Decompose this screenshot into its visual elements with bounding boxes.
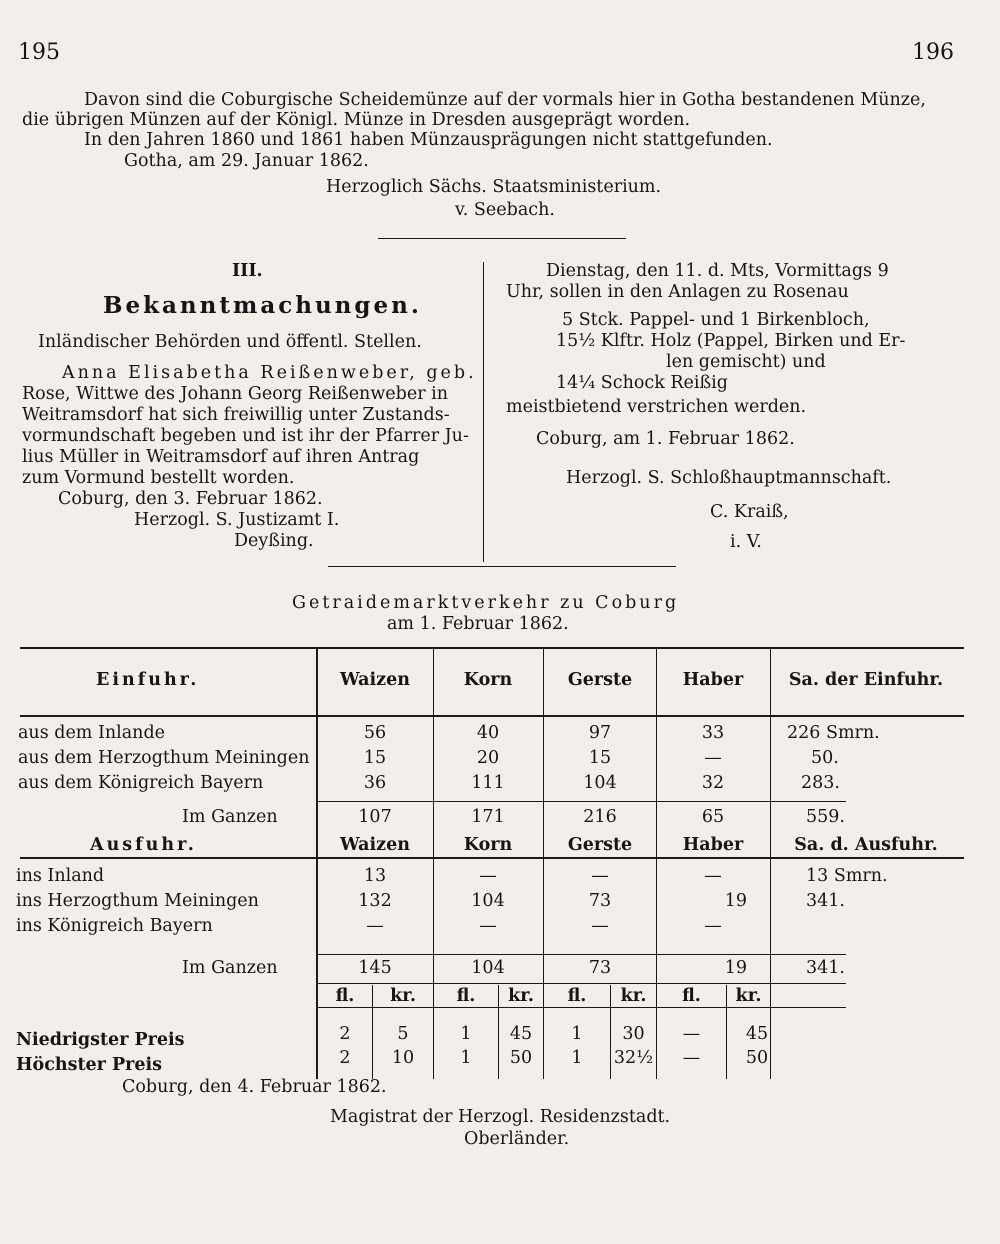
export-total-sum: 341.: [806, 958, 845, 978]
price-row-2-c5: 1: [571, 1048, 583, 1068]
top-line-3: In den Jahren 1860 und 1861 haben Münzausprägungen nicht stattgefunden.: [84, 130, 773, 150]
import-row-3-korn: 111: [471, 773, 505, 793]
page-number-right: 196: [912, 40, 954, 65]
auction-signature-2: C. Kraiß,: [710, 502, 789, 522]
divider-middle: [328, 566, 676, 567]
export-header-korn: Korn: [463, 835, 513, 855]
price-row-1-c7: —: [682, 1024, 701, 1044]
export-row-1-label: ins Inland: [16, 866, 105, 886]
import-header-haber: Haber: [682, 670, 744, 690]
auction-line-5: len gemischt) und: [666, 352, 826, 372]
table-rule-header: [20, 715, 964, 717]
table-rule-subtotal-2: [316, 954, 846, 955]
notice-line-6: zum Vormund bestellt worden.: [22, 468, 295, 488]
import-row-2-korn: 20: [476, 748, 500, 768]
auction-line-2: Uhr, sollen in den Anlagen zu Rosenau: [506, 282, 849, 302]
price-unit-6: kr.: [620, 986, 647, 1006]
export-row-3-gerste: —: [591, 916, 609, 936]
price-unit-2: kr.: [390, 986, 416, 1006]
import-row-1-waizen: 56: [363, 723, 387, 743]
column-divider: [483, 262, 484, 562]
notice-signature-1: Herzogl. S. Justizamt I.: [134, 510, 340, 530]
auction-line-4: 15½ Klftr. Holz (Pappel, Birken und Er-: [556, 331, 906, 351]
market-signature-2: Oberländer.: [464, 1129, 570, 1149]
market-signature-1: Magistrat der Herzogl. Residenzstadt.: [330, 1107, 671, 1127]
subheading: Inländischer Behörden und öffentl. Stellen.: [38, 332, 422, 352]
import-row-3-gerste: 104: [583, 773, 617, 793]
export-row-1-haber: —: [704, 866, 722, 886]
export-header-gerste: Gerste: [567, 835, 633, 855]
price-unit-1: fl.: [335, 986, 355, 1006]
import-total-sum: 559.: [806, 807, 845, 827]
section-heading: Bekanntmachungen.: [103, 292, 422, 319]
top-line-2: die übrigen Münzen auf der Königl. Münze in Dresden ausgeprägt worden.: [22, 110, 691, 130]
top-line-1: Davon sind die Coburgische Scheidemünze auf der vormals hier in Gotha bestandenen Münze,: [84, 90, 926, 110]
export-row-1-sum: 13 Smrn.: [806, 866, 888, 886]
export-header-sum: Sa. d. Ausfuhr.: [794, 835, 938, 855]
export-total-waizen: 145: [358, 958, 392, 978]
auction-signature-3: i. V.: [730, 532, 762, 552]
import-row-2-haber: —: [704, 748, 722, 768]
import-total-haber: 65: [701, 807, 725, 827]
export-row-2-korn: 104: [471, 891, 505, 911]
export-row-1-korn: —: [479, 866, 497, 886]
import-header-gerste: Gerste: [567, 670, 633, 690]
table-vline-1: [316, 649, 318, 1079]
import-header-korn: Korn: [463, 670, 513, 690]
table-rule-price: [316, 983, 846, 984]
import-row-3-label: aus dem Königreich Bayern: [18, 773, 264, 793]
import-row-2-gerste: 15: [588, 748, 612, 768]
price-row-1-c1: 2: [339, 1024, 351, 1044]
import-row-3-sum: 283.: [801, 773, 840, 793]
price-row-1-label: Niedrigster Preis: [16, 1030, 185, 1050]
import-header-waizen: Waizen: [340, 670, 410, 690]
export-total-haber: 19: [724, 958, 747, 978]
price-row-1-c2: 5: [397, 1024, 409, 1044]
price-unit-7: fl.: [682, 986, 701, 1006]
export-header-label: Ausfuhr.: [90, 835, 197, 855]
top-signature-2: v. Seebach.: [455, 200, 555, 220]
export-row-2-label: ins Herzogthum Meiningen: [16, 891, 259, 911]
import-row-3-haber: 32: [701, 773, 725, 793]
price-row-1-c6: 30: [622, 1024, 645, 1044]
import-row-1-sum: 226 Smrn.: [787, 723, 880, 743]
export-total-label: Im Ganzen: [182, 958, 278, 978]
table-vline-3: [543, 649, 544, 1079]
price-row-2-c3: 1: [460, 1048, 472, 1068]
price-unit-3: fl.: [456, 986, 476, 1006]
price-row-1-c4: 45: [509, 1024, 533, 1044]
export-total-gerste: 73: [588, 958, 612, 978]
import-total-korn: 171: [471, 807, 505, 827]
market-title: Getraidemarktverkehr zu Coburg: [292, 593, 680, 613]
export-row-2-gerste: 73: [588, 891, 612, 911]
import-row-1-korn: 40: [476, 723, 500, 743]
import-total-gerste: 216: [583, 807, 617, 827]
export-row-3-korn: —: [479, 916, 497, 936]
notice-line-1: Anna Elisabetha Reißenweber, geb.: [62, 363, 477, 383]
table-rule-export-header: [20, 857, 964, 859]
price-row-1-c3: 1: [460, 1024, 472, 1044]
export-row-3-label: ins Königreich Bayern: [16, 916, 213, 936]
import-header-label: Einfuhr.: [96, 670, 200, 690]
top-signature-1: Herzoglich Sächs. Staatsministerium.: [326, 177, 662, 197]
import-row-1-label: aus dem Inlande: [18, 723, 166, 743]
auction-line-7: meistbietend verstrichen werden.: [506, 397, 807, 417]
notice-signature-2: Deyßing.: [234, 531, 314, 551]
divider-top: [378, 238, 626, 239]
import-row-2-waizen: 15: [363, 748, 387, 768]
export-row-3-waizen: —: [366, 916, 384, 936]
import-row-1-haber: 33: [701, 723, 725, 743]
notice-date: Coburg, den 3. Februar 1862.: [58, 489, 323, 509]
import-total-label: Im Ganzen: [182, 807, 278, 827]
table-rule-top: [20, 647, 964, 649]
import-row-2-label: aus dem Herzogthum Meiningen: [18, 748, 310, 768]
price-row-2-c4: 50: [509, 1048, 533, 1068]
market-date: Coburg, den 4. Februar 1862.: [122, 1077, 387, 1097]
notice-line-3: Weitramsdorf hat sich freiwillig unter Zustands-: [22, 405, 450, 425]
price-row-2-c1: 2: [339, 1048, 351, 1068]
price-row-1-c8: 45: [745, 1024, 769, 1044]
top-line-4: Gotha, am 29. Januar 1862.: [124, 151, 369, 171]
notice-line-2: Rose, Wittwe des Johann Georg Reißenweber in: [22, 384, 449, 404]
price-row-2-label: Höchster Preis: [16, 1055, 162, 1075]
import-row-3-waizen: 36: [363, 773, 387, 793]
price-row-2-c6: 32½: [613, 1048, 654, 1068]
import-row-1-gerste: 97: [588, 723, 612, 743]
export-row-2-waizen: 132: [358, 891, 392, 911]
notice-line-5: lius Müller in Weitramsdorf auf ihren Antrag: [22, 447, 420, 467]
table-rule-price-units: [316, 1007, 846, 1008]
export-row-3-haber: —: [704, 916, 722, 936]
section-number: III.: [232, 261, 263, 281]
auction-line-6: 14¼ Schock Reißig: [556, 373, 728, 393]
price-unit-8: kr.: [735, 986, 762, 1006]
export-header-waizen: Waizen: [340, 835, 410, 855]
page-number-left: 195: [18, 40, 60, 65]
export-row-1-gerste: —: [591, 866, 609, 886]
price-row-1-c5: 1: [571, 1024, 583, 1044]
export-row-2-haber: 19: [724, 891, 747, 911]
notice-line-4: vormundschaft begeben und ist ihr der Pfarrer Ju-: [22, 426, 469, 446]
table-vline-5: [770, 649, 771, 1079]
import-row-2-sum: 50.: [811, 748, 839, 768]
price-unit-4: kr.: [508, 986, 534, 1006]
table-rule-subtotal-1: [316, 801, 846, 802]
export-total-korn: 104: [471, 958, 505, 978]
auction-line-1: Dienstag, den 11. d. Mts, Vormittags 9: [546, 261, 889, 281]
export-row-1-waizen: 13: [363, 866, 387, 886]
export-header-haber: Haber: [682, 835, 744, 855]
table-vline-2: [433, 649, 434, 1079]
price-unit-5: fl.: [567, 986, 587, 1006]
auction-line-3: 5 Stck. Pappel- und 1 Birkenbloch,: [562, 310, 870, 330]
import-total-waizen: 107: [358, 807, 392, 827]
export-row-2-sum: 341.: [806, 891, 845, 911]
price-row-2-c8: 50: [745, 1048, 769, 1068]
price-row-2-c2: 10: [391, 1048, 415, 1068]
import-header-sum: Sa. der Einfuhr.: [788, 670, 944, 690]
auction-signature-1: Herzogl. S. Schloßhauptmannschaft.: [566, 468, 892, 488]
table-vline-4: [656, 649, 657, 1079]
auction-date: Coburg, am 1. Februar 1862.: [536, 429, 795, 449]
price-row-2-c7: —: [682, 1048, 701, 1068]
market-subtitle: am 1. Februar 1862.: [387, 614, 569, 634]
